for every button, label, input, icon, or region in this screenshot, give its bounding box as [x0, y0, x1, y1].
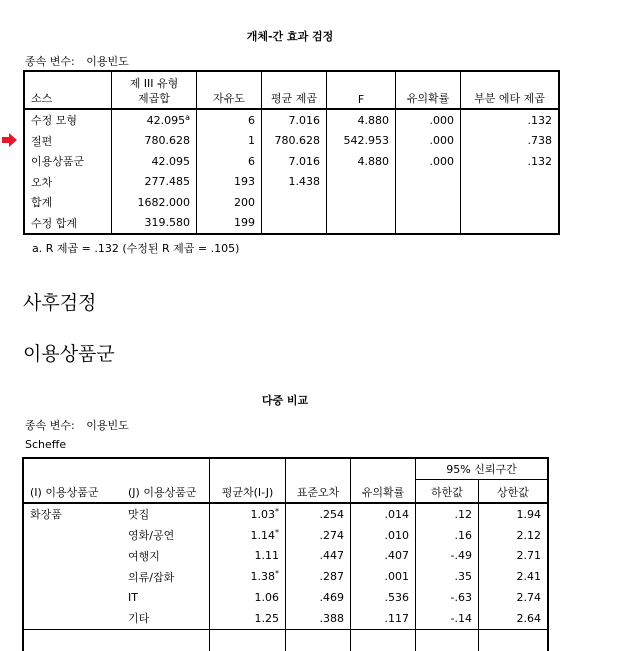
table2-dependent-variable	[25, 417, 129, 433]
i-group-cell	[23, 608, 122, 629]
i-group-cell	[23, 566, 122, 587]
j-group-cell: 의류/잡화	[128, 570, 175, 584]
table-row	[23, 566, 548, 587]
sig-cell: .000	[396, 131, 461, 152]
partial-cell	[416, 629, 479, 650]
f-cell: 542.953	[327, 131, 396, 152]
table2-method: Scheffe	[25, 438, 67, 451]
header-blank	[210, 458, 286, 480]
lower-bound-cell: -.49	[416, 546, 479, 567]
source-cell: 수정 모형	[31, 114, 78, 128]
std-error-cell: .447	[286, 546, 351, 567]
mean-square-cell: 7.016	[262, 151, 327, 172]
table2-title: 다중 비교	[261, 394, 309, 407]
mean-square-cell	[262, 192, 327, 213]
partial-eta-cell: .738	[461, 131, 560, 152]
sum-of-squares-cell	[112, 172, 197, 193]
md-value: 1.14	[250, 528, 275, 542]
upper-bound-cell: 2.41	[479, 566, 549, 587]
std-error-cell: .469	[286, 587, 351, 608]
upper-bound-cell: 2.74	[479, 587, 549, 608]
table-row	[24, 192, 559, 213]
sum-of-squares-cell	[112, 192, 197, 213]
df-cell: 6	[197, 151, 262, 172]
header-mean-square: 평균 제곱	[262, 71, 327, 109]
f-cell	[327, 192, 396, 213]
lower-bound-cell: -.63	[416, 587, 479, 608]
sig-cell: .000	[396, 109, 461, 131]
partial-eta-cell: .132	[461, 109, 560, 131]
table-row-partial	[23, 629, 548, 650]
sig-cell: .407	[351, 546, 416, 567]
table1-header-row	[24, 71, 559, 109]
sig-cell: .000	[396, 151, 461, 172]
footnote-marker: a	[185, 112, 190, 122]
j-group-cell: IT	[128, 591, 138, 605]
source-cell: 이용상품군	[31, 155, 85, 169]
j-group-cell: 기타	[128, 612, 150, 626]
sig-cell: .010	[351, 525, 416, 546]
header-blank	[23, 458, 122, 480]
header-blank	[122, 458, 210, 480]
table-row	[24, 151, 559, 172]
partial-cell	[23, 629, 122, 650]
lower-bound-cell: .16	[416, 525, 479, 546]
header-sum-of-squares	[112, 71, 197, 109]
sig-cell: .536	[351, 587, 416, 608]
header-df: 자유도	[197, 71, 262, 109]
sum-of-squares-cell	[112, 109, 197, 131]
table-row	[23, 608, 548, 629]
j-group-cell: 맛집	[128, 508, 150, 522]
red-arrow-icon	[2, 133, 17, 147]
md-value: 1.25	[254, 611, 279, 625]
dependent-value: 이용빈도	[86, 55, 129, 68]
md-value: 1.38	[250, 570, 275, 584]
ss-value: 42.095	[151, 154, 190, 168]
multiple-comparisons-table	[22, 457, 549, 651]
between-subjects-effects-table	[23, 70, 560, 235]
source-cell: 수정 합계	[31, 216, 78, 230]
ss-value: 780.628	[144, 134, 190, 148]
md-value: 1.03	[250, 507, 275, 521]
source-cell: 오차	[31, 175, 53, 189]
table-row	[23, 587, 548, 608]
mean-difference-cell	[210, 503, 286, 525]
header-ss-line1: 제 III 유형	[129, 77, 179, 90]
table1-title: 개체-간 효과 검정	[246, 30, 334, 43]
upper-bound-cell: 1.94	[479, 503, 549, 525]
significance-marker: *	[275, 527, 279, 537]
mean-difference-cell	[210, 587, 286, 608]
df-cell: 199	[197, 213, 262, 235]
dependent-label: 종속 변수:	[25, 419, 75, 432]
source-cell: 절편	[31, 134, 53, 148]
header-partial-eta: 부분 에타 제곱	[461, 71, 560, 109]
j-group-cell: 영화/공연	[128, 529, 175, 543]
table-row	[23, 525, 548, 546]
i-group-cell: 화장품	[30, 508, 62, 522]
std-error-cell: .274	[286, 525, 351, 546]
df-cell: 1	[197, 131, 262, 152]
partial-eta-cell	[461, 213, 560, 235]
header-blank	[286, 458, 351, 480]
upper-bound-cell: 2.64	[479, 608, 549, 629]
header-source: 소스	[24, 71, 112, 109]
header-blank	[351, 458, 416, 480]
j-group-cell: 여행지	[128, 549, 160, 563]
i-group-cell	[23, 587, 122, 608]
table-row	[24, 172, 559, 193]
partial-eta-cell: .132	[461, 151, 560, 172]
significance-marker: *	[275, 506, 279, 516]
header-ss-line2: 제곱합	[138, 92, 170, 105]
header-lower-bound: 하한값	[416, 480, 479, 504]
mean-difference-cell	[210, 566, 286, 587]
f-cell: 4.880	[327, 151, 396, 172]
partial-cell	[479, 629, 549, 650]
sum-of-squares-cell	[112, 213, 197, 235]
dependent-value: 이용빈도	[86, 419, 129, 432]
sig-cell	[396, 172, 461, 193]
header-confidence-interval: 95% 신뢰구간	[416, 458, 549, 480]
std-error-cell: .254	[286, 503, 351, 525]
mean-difference-cell	[210, 525, 286, 546]
md-value: 1.11	[254, 549, 279, 563]
ss-value: 42.095	[146, 113, 186, 127]
partial-cell	[122, 629, 210, 650]
header-i-group: (I) 이용상품군	[23, 480, 122, 504]
df-cell: 200	[197, 192, 262, 213]
header-sig: 유의확률	[351, 480, 416, 504]
sum-of-squares-cell	[112, 131, 197, 152]
mean-difference-cell	[210, 546, 286, 567]
upper-bound-cell: 2.71	[479, 546, 549, 567]
partial-eta-cell	[461, 172, 560, 193]
ss-value: 1682.000	[137, 195, 190, 209]
f-cell	[327, 213, 396, 235]
sig-cell	[396, 213, 461, 235]
lower-bound-cell: .12	[416, 503, 479, 525]
partial-cell	[210, 629, 286, 650]
post-hoc-heading: 사후검정	[23, 292, 97, 314]
table-row	[24, 213, 559, 235]
mean-difference-cell	[210, 608, 286, 629]
header-mean-difference: 평균차(I-J)	[210, 480, 286, 504]
df-cell: 6	[197, 109, 262, 131]
table1-footnote: a. R 제곱 = .132 (수정된 R 제곱 = .105)	[32, 242, 240, 255]
sig-cell: .001	[351, 566, 416, 587]
header-j-group: (J) 이용상품군	[122, 480, 210, 504]
partial-cell	[351, 629, 416, 650]
table-row	[23, 546, 548, 567]
sig-cell: .014	[351, 503, 416, 525]
mean-square-cell: 1.438	[262, 172, 327, 193]
ss-value: 277.485	[144, 175, 190, 189]
header-sig: 유의확률	[396, 71, 461, 109]
std-error-cell: .388	[286, 608, 351, 629]
f-cell: 4.880	[327, 109, 396, 131]
partial-cell	[286, 629, 351, 650]
table1-dependent-variable	[25, 53, 129, 69]
table-row	[24, 131, 559, 152]
header-std-error: 표준오차	[286, 480, 351, 504]
table-row	[24, 109, 559, 131]
partial-eta-cell	[461, 192, 560, 213]
i-group-cell	[23, 546, 122, 567]
header-f: F	[327, 71, 396, 109]
upper-bound-cell: 2.12	[479, 525, 549, 546]
header-upper-bound: 상한값	[479, 480, 549, 504]
md-value: 1.06	[254, 591, 279, 605]
f-cell	[327, 172, 396, 193]
mean-square-cell: 7.016	[262, 109, 327, 131]
ss-value: 319.580	[144, 216, 190, 230]
i-group-cell	[23, 525, 122, 546]
df-cell: 193	[197, 172, 262, 193]
lower-bound-cell: -.14	[416, 608, 479, 629]
source-cell: 합계	[31, 196, 53, 210]
sum-of-squares-cell	[112, 151, 197, 172]
table2-header-row2	[23, 480, 548, 504]
product-group-heading: 이용상품군	[23, 343, 115, 365]
table-row	[23, 503, 548, 525]
table2-header-row1	[23, 458, 548, 480]
mean-square-cell: 780.628	[262, 131, 327, 152]
dependent-label: 종속 변수:	[25, 55, 75, 68]
lower-bound-cell: .35	[416, 566, 479, 587]
std-error-cell: .287	[286, 566, 351, 587]
significance-marker: *	[275, 569, 279, 579]
mean-square-cell	[262, 213, 327, 235]
sig-cell: .117	[351, 608, 416, 629]
sig-cell	[396, 192, 461, 213]
